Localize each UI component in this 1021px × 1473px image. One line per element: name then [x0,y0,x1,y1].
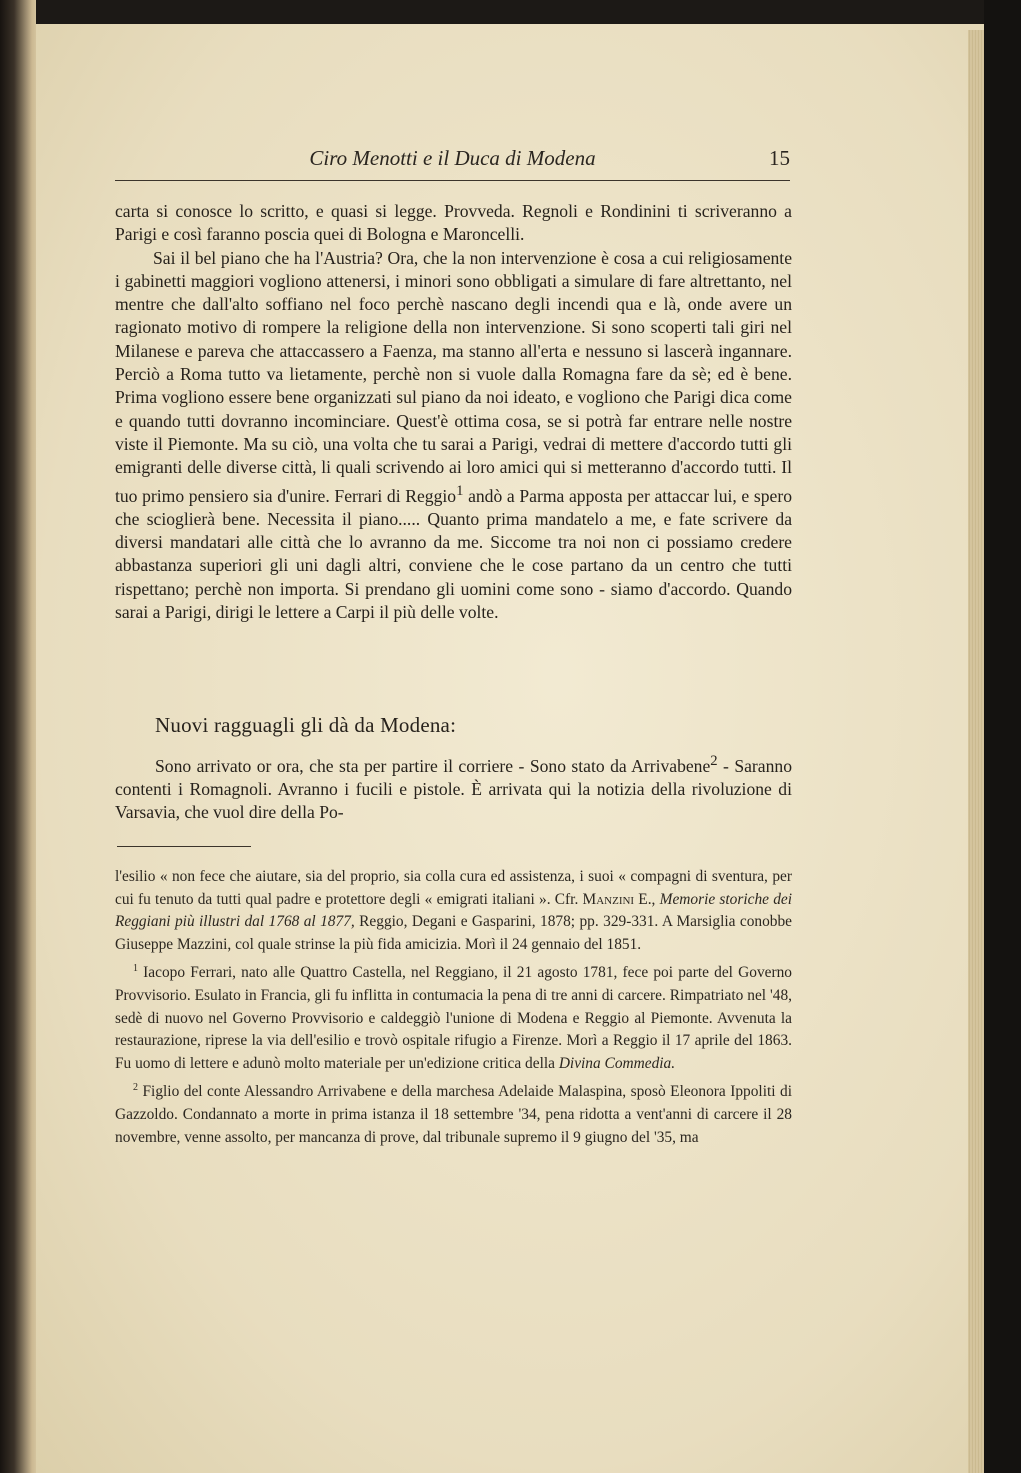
footnote-text: Iacopo Ferrari, nato alle Quattro Castella, nel Reggiano, il 21 agosto 1781, fece poi parte del Governo Provvisorio. Esulato in Francia, gli fu inflitta in contumacia la pena di tre anni di carcere. Rimpatriato nel '48, sedè di nuovo nel Governo Provvisorio e caldeggiò l'unione di Modena e Reggio al Piemonte. Avvenuta la restaurazione, riprese la via dell'esilio e trovò ospitale rifugio a Firenze. Morì a Reggio il 17 aprile del 1863. Fu uomo di lettere e adunò molto materiale per un'edizione critica della [115,964,792,1072]
footnote-text: Reggio, Degani e Gasparini, 1878; pp. 329-331. A Marsiglia conobbe Giuseppe Mazzini, col quale strinse la più fida amicizia. Morì il 24 gennaio del 1851. [115,913,793,953]
footnote-marker: 1 [133,963,138,975]
body-text-run: Sono arrivato or ora, che sta per partire il corriere - Sono stato da Arrivabene [155,755,711,776]
cited-author: Manzini [582,890,635,908]
section-text [115,750,792,825]
section-heading: Nuovi ragguagli gli dà da Modena: [155,713,457,737]
footnote-marker: 2 [133,1082,138,1094]
book-gutter [0,0,40,1473]
running-header [115,140,790,181]
footnotes [115,866,792,1149]
body-paragraph: carta si conosce lo scritto, e quasi si legge. Provveda. Regnoli e Rondinini ti scriveranno a Parigi e così faranno poscia quei di Bologna e Maroncelli. [115,201,792,245]
body-text [115,200,792,624]
footnote-reference: 2 [710,753,718,769]
body-text-run: - Saranno contenti i Romagnoli. Avranno i fucili e pistole. È arrivata qui la notizia della rivoluzione di Varsavia, che vuol dire della Po- [115,755,792,823]
scan-background-right [984,0,1021,1473]
body-text-run: Sai il bel piano che ha l'Austria? Ora, che la non intervenzione è cosa a cui religiosamente i gabinetti maggiori vogliono attenersi, i minori sono obbligati a simulare di fare altrettanto, nel mentre che dall'alto soffiano nel foco perchè nascano degli incendi qua e là, onde avere un ragionato motivo di rompere la religione della non intervenzione. Si sono scoperti tali giri nel Milanese e pareva che attaccassero a Faenza, ma stanno all'erta e nessuno si lascerà ingannare. Perciò a Roma tutto va lietamente, perchè non si vuole dalla Romagna fare da sè; ed è bene. Prima vogliono essere bene organizzati sul piano da noi ideato, e vogliono che Parigi dica come e quando tutti dovranno incominciare. Quest'è ottima cosa, se si potrà far entrare nelle nostre viste il Piemonte. Ma su ciò, una volta che tu sarai a Parigi, vedrai di mettere d'accordo tutti gli emigranti delle diverse città, li quali scrivendo ai loro amici qui si metteranno d'accordo tutti. Il tuo primo pensiero sia d'unire. Ferrari di Reggio [115,247,792,506]
body-text-run: andò a Parma apposta per attaccar lui, e spero che scioglierà bene. Necessita il piano..... Quanto prima mandatelo a me, e fate scrivere da diversi mandatari alle città che lo avranno da me. Siccome tra noi non ci possiamo credere abbastanza superiori gli uni dagli altri, conviene che le cose partano da un centro che tutti rispettano; perchè non importa. Si prendano gli uomini come sono - siamo d'accordo. Quando sarai a Parigi, dirigi le lettere a Carpi il più delle volte. [115,485,792,622]
footnote-reference: 1 [456,482,464,499]
footnote-divider [117,846,251,847]
cited-title: Divina Commedia. [558,1054,676,1072]
footnote-text: E., [634,890,660,908]
body-paragraph [115,247,792,625]
footnote-2 [115,1077,792,1149]
body-paragraph [115,750,792,825]
cited-title: Memorie storiche dei Reggiani più illustri dal 1768 al 1877, [115,890,792,931]
running-title: Ciro Menotti e il Duca di Modena [309,146,596,170]
footnote-continuation [115,866,792,956]
page-number: 15 [769,146,790,170]
footnote-text: l'esilio « non fece che aiutare, sia del proprio, sia colla cura ed assistenza, i suoi « compagni di sventura, per cui fu tenuto da tutti qual padre e protettore degli « emigrati italiani ». Cfr. [115,868,792,908]
footnote-text: Figlio del conte Alessandro Arrivabene e della marchesa Adelaide Malaspina, sposò Eleonora Ippoliti di Gazzoldo. Condannato a morte in prima istanza il 18 settembre '34, pena ridotta a vent'anni di carcere il 28 novembre, venne assolto, per mancanza di prove, dal tribunale supremo il 9 giugno del '35, ma [115,1083,792,1146]
footnote-1 [115,958,792,1075]
